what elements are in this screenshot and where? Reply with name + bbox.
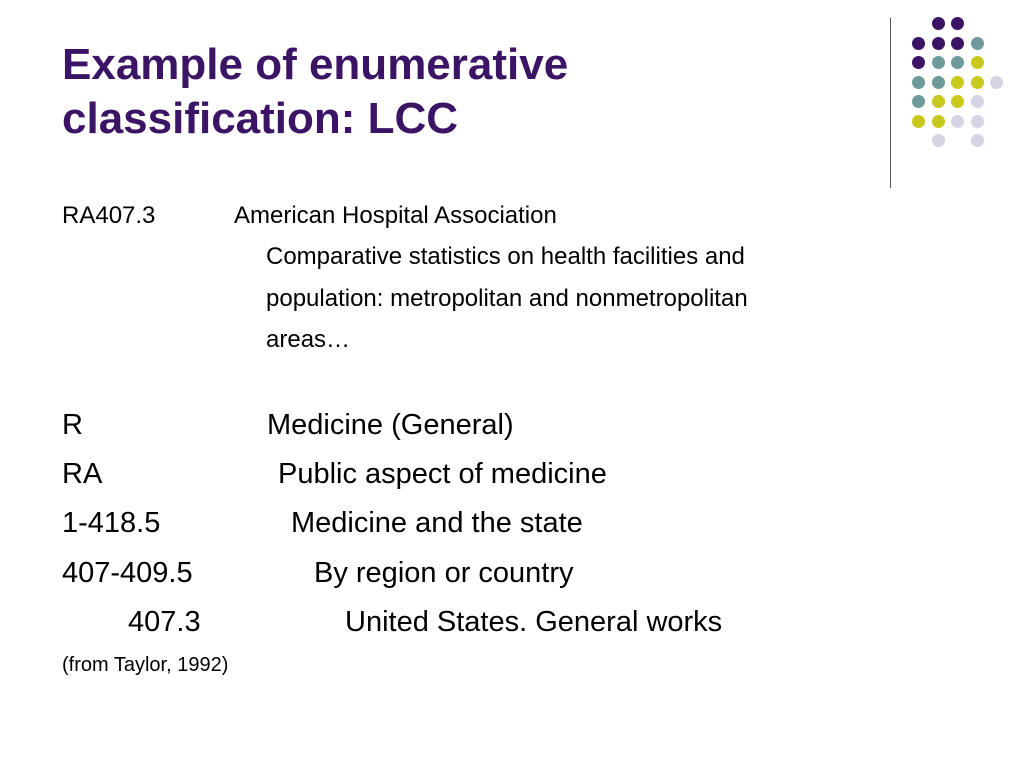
vertical-divider (890, 18, 891, 188)
hierarchy-label: United States. General works (345, 606, 723, 638)
decorative-dot (971, 134, 984, 147)
hierarchy-code: 407-409.5 (62, 557, 193, 589)
title-line-2: classification: LCC (62, 94, 459, 143)
record-title-line-1: Comparative statistics on health facilities and (266, 243, 745, 270)
decorative-dot (932, 37, 945, 50)
source-note: (from Taylor, 1992) (62, 654, 229, 676)
hierarchy-label: Medicine (General) (267, 409, 514, 441)
decorative-dot (971, 95, 984, 108)
decorative-dot (951, 76, 964, 89)
decorative-dot (951, 37, 964, 50)
decorative-dot (912, 115, 925, 128)
decorative-dot (971, 56, 984, 69)
decorative-dot (951, 17, 964, 30)
decorative-dot (951, 95, 964, 108)
decorative-dot (951, 115, 964, 128)
decorative-dot (990, 76, 1003, 89)
decorative-dot (971, 37, 984, 50)
decorative-dot (971, 115, 984, 128)
hierarchy-label: Medicine and the state (291, 507, 583, 539)
record-title-line-2: population: metropolitan and nonmetropolitan (266, 285, 748, 312)
decorative-dot (932, 76, 945, 89)
hierarchy-label: By region or country (314, 557, 574, 589)
decorative-dot (912, 56, 925, 69)
decorative-dot-grid (0, 0, 1024, 200)
record-call-number: RA407.3 (62, 202, 156, 229)
decorative-dot (932, 56, 945, 69)
decorative-dot (932, 115, 945, 128)
decorative-dot (932, 17, 945, 30)
decorative-dot (912, 95, 925, 108)
decorative-dot (932, 95, 945, 108)
decorative-dot (912, 37, 925, 50)
hierarchy-code: R (62, 409, 83, 441)
decorative-dot (971, 76, 984, 89)
hierarchy-code: 407.3 (128, 606, 201, 638)
title-line-1: Example of enumerative (62, 40, 569, 89)
decorative-dot (912, 76, 925, 89)
record-title-line-3: areas… (266, 326, 351, 353)
hierarchy-code: RA (62, 458, 103, 490)
hierarchy-label: Public aspect of medicine (278, 458, 607, 490)
hierarchy-code: 1-418.5 (62, 507, 161, 539)
record-author: American Hospital Association (234, 202, 557, 229)
decorative-dot (951, 56, 964, 69)
decorative-dot (932, 134, 945, 147)
